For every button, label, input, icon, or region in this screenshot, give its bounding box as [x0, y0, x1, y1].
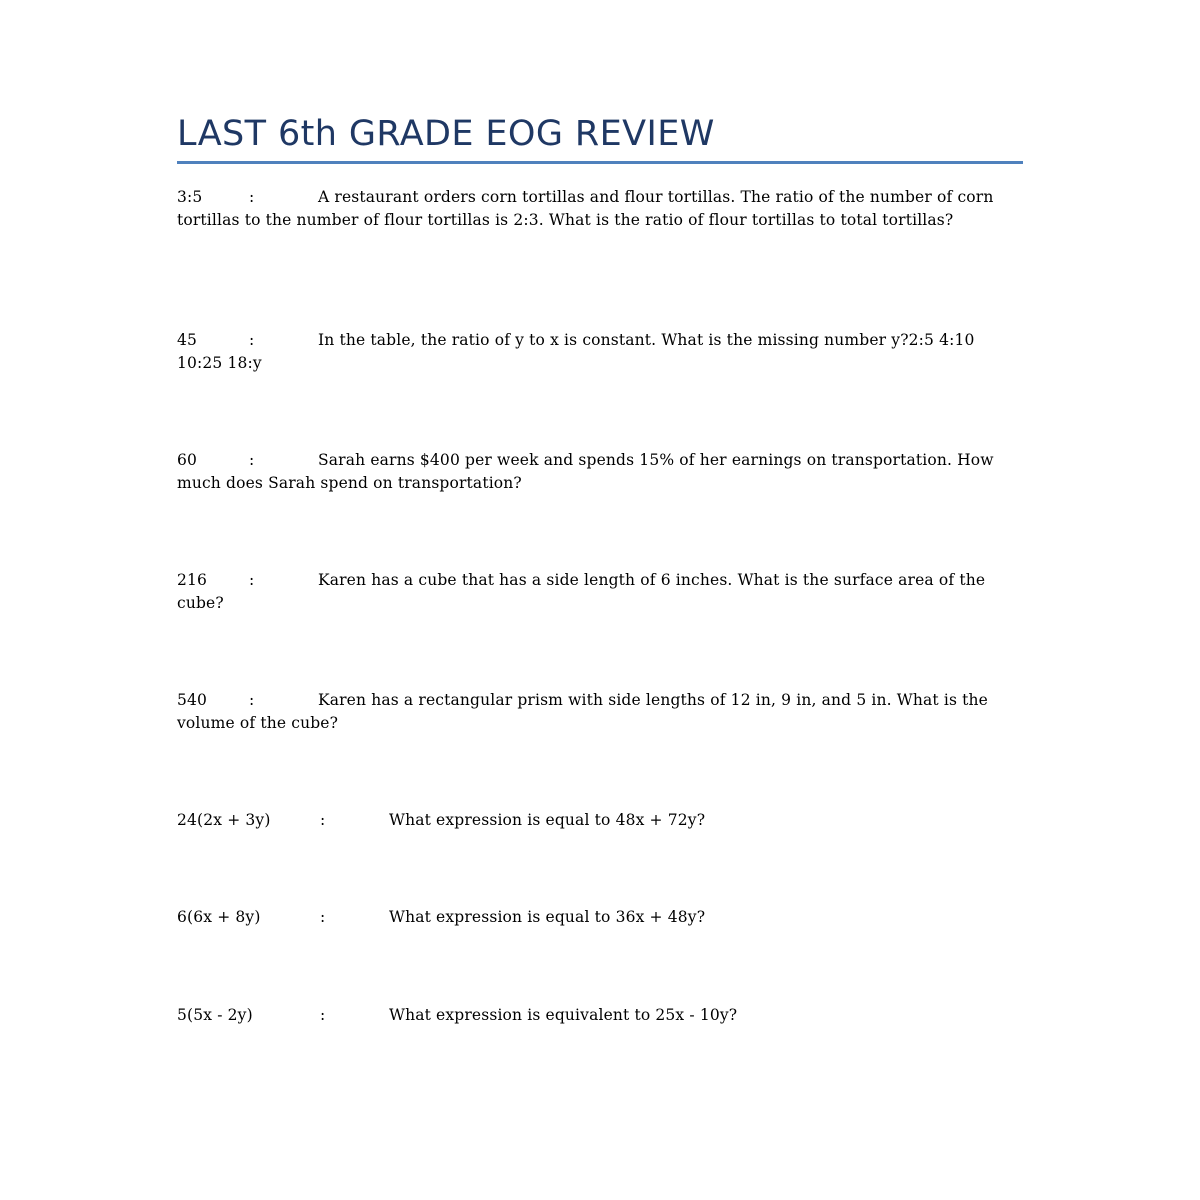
flashcard-question: Karen has a rectangular prism with side lengths of 12 in, 9 in, and 5 in. What is the volume of the cube? [177, 691, 988, 732]
page-title: LAST 6th GRADE EOG REVIEW [177, 114, 715, 154]
flashcard-question: What expression is equivalent to 25x - 10y? [389, 1006, 738, 1024]
flashcard-separator: : [320, 1006, 326, 1024]
flashcard-question: Sarah earns $400 per week and spends 15% of her earnings on transportation. How much does Sarah spend on transportation? [177, 451, 994, 492]
flashcard-7 [177, 906, 1023, 929]
flashcard-separator: : [249, 451, 255, 469]
flashcard-8 [177, 1004, 1023, 1027]
flashcard-question: A restaurant orders corn tortillas and flour tortillas. The ratio of the number of corn tortillas to the number of flour tortillas is 2:3. What is the ratio of flour tortillas to total tortillas? [177, 188, 994, 229]
flashcard-1 [177, 186, 1023, 232]
flashcard-2 [177, 329, 1023, 375]
flashcard-question: Karen has a cube that has a side length of 6 inches. What is the surface area of the cube? [177, 571, 986, 612]
flashcard-question: What expression is equal to 48x + 72y? [389, 811, 706, 829]
flashcard-6 [177, 809, 1023, 832]
flashcard-separator: : [249, 691, 255, 709]
flashcard-answer: 5(5x - 2y) [177, 1006, 253, 1024]
flashcard-answer: 24(2x + 3y) [177, 811, 271, 829]
flashcard-separator: : [249, 331, 255, 349]
flashcard-question: In the table, the ratio of y to x is constant. What is the missing number y?2:5 4:10 10:25 18:y [177, 331, 975, 372]
flashcard-4 [177, 569, 1023, 615]
flashcard-3 [177, 449, 1023, 495]
flashcard-answer: 540 [177, 691, 208, 709]
flashcard-answer: 3:5 [177, 188, 203, 206]
title-underline [177, 161, 1023, 164]
flashcard-separator: : [320, 908, 326, 926]
flashcard-answer: 216 [177, 571, 208, 589]
flashcard-separator: : [320, 811, 326, 829]
flashcard-5 [177, 689, 1023, 735]
flashcard-separator: : [249, 188, 255, 206]
flashcard-answer: 45 [177, 331, 198, 349]
flashcard-question: What expression is equal to 36x + 48y? [389, 908, 706, 926]
flashcard-answer: 6(6x + 8y) [177, 908, 261, 926]
flashcard-separator: : [249, 571, 255, 589]
flashcard-answer: 60 [177, 451, 198, 469]
